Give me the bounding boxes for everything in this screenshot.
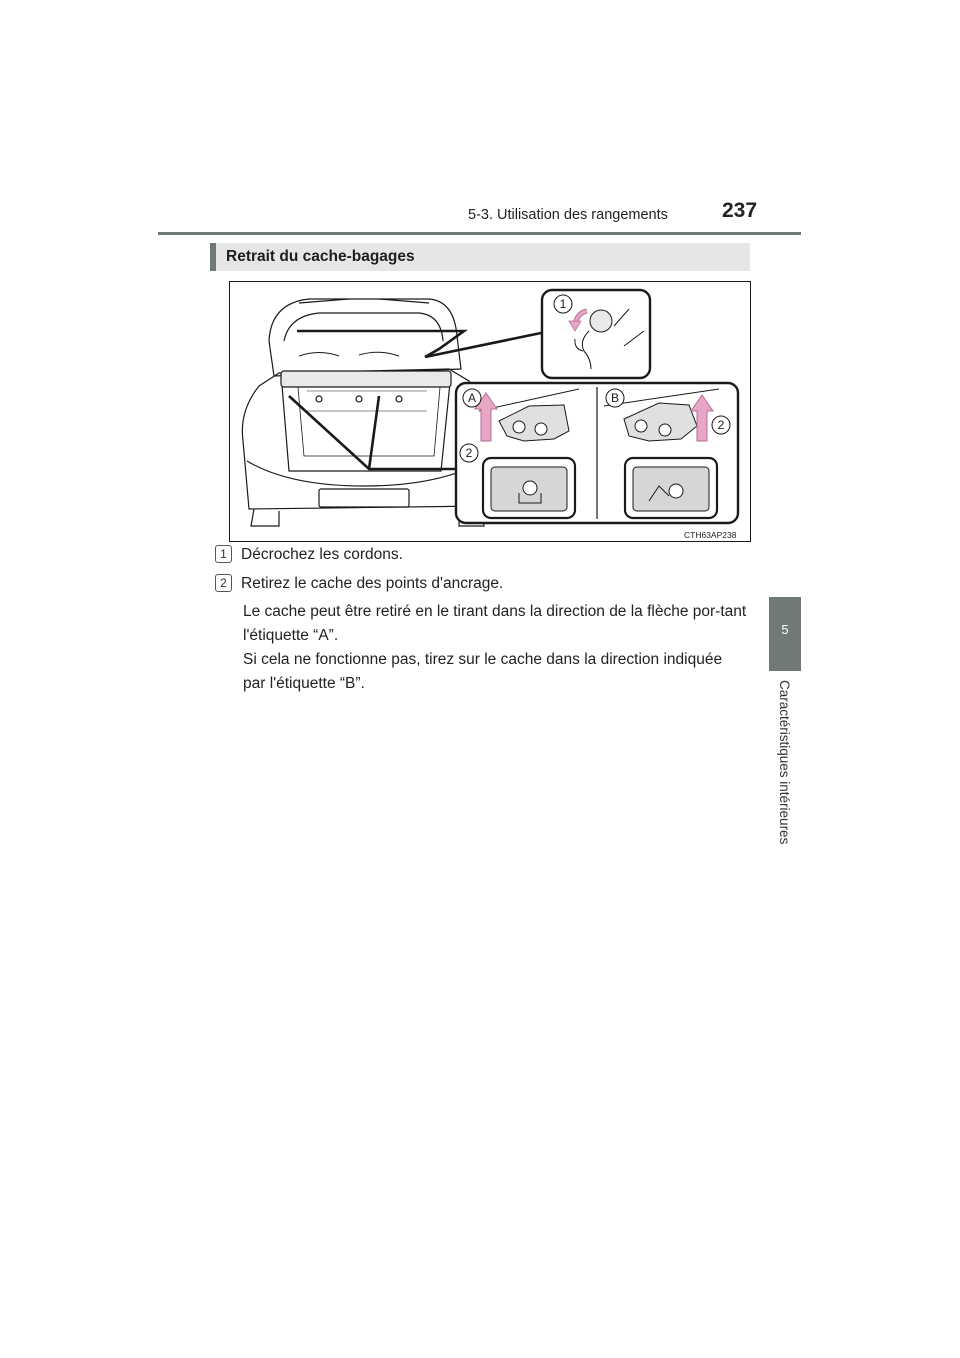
- note-label-b: Si cela ne fonctionne pas, tirez sur le cache dans la direction indiquée par l'étiquette “B”.: [243, 651, 723, 692]
- step-1: [215, 545, 403, 564]
- figure-code: CTH63AP238: [684, 530, 737, 540]
- chapter-number: 5: [781, 622, 789, 637]
- callout-step-2-a: 2: [465, 446, 473, 460]
- header-rule: [158, 232, 801, 235]
- step-2: [215, 574, 503, 593]
- note-label-a: Le cache peut être retiré en le tirant dans la direction de la flèche por-tant l'étiquette “A”.: [243, 603, 747, 644]
- cargo-cover-shape: [281, 371, 451, 387]
- chapter-label: Caractéristiques intérieures: [777, 680, 792, 845]
- step-1-number: 1: [215, 545, 232, 563]
- chapter-tab: [769, 597, 801, 671]
- step-2-text: Retirez le cache des points d'ancrage.: [241, 575, 504, 592]
- callout-label-a: A: [467, 391, 477, 405]
- page-number: 237: [722, 199, 758, 222]
- callout-step-2-b: 2: [717, 418, 725, 432]
- cargo-cover-illustration: [229, 281, 751, 542]
- step-1-text: Décrochez les cordons.: [241, 546, 403, 563]
- callout-label-b: B: [610, 391, 620, 405]
- step-2-number: 2: [215, 574, 232, 592]
- section-title: Retrait du cache-bagages: [226, 248, 415, 265]
- header-section-title: 5-3. Utilisation des rangements: [468, 207, 668, 223]
- section-heading: [210, 243, 750, 271]
- callout-step-1: 1: [559, 297, 567, 311]
